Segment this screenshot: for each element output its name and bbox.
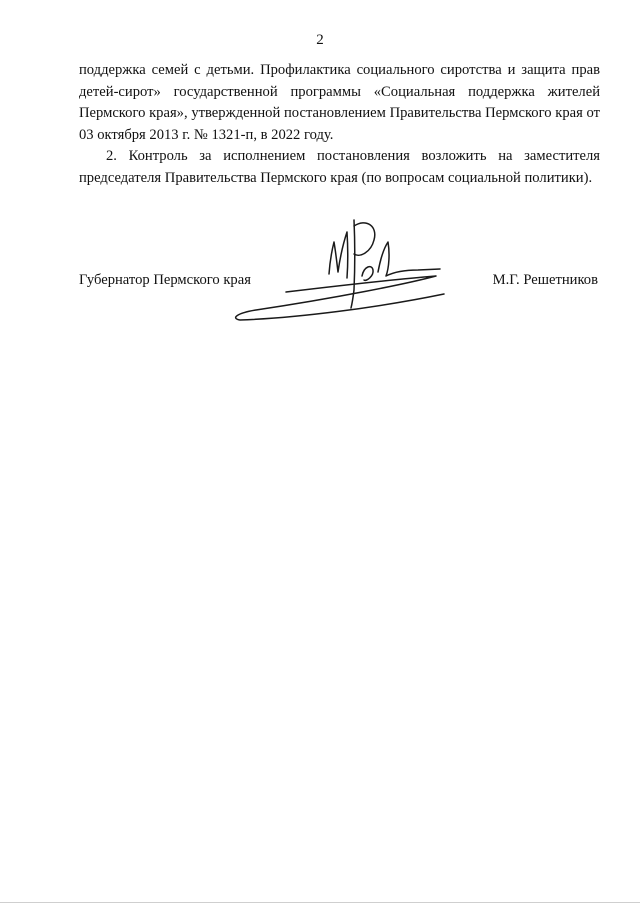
handwritten-signature bbox=[226, 212, 456, 324]
page-bottom-border bbox=[0, 902, 640, 903]
signatory-name: М.Г. Решетников bbox=[492, 272, 598, 288]
page-number: 2 bbox=[316, 32, 324, 48]
document-body bbox=[79, 60, 600, 190]
paragraph-1: поддержка семей с детьми. Профилактика социального сиротства и защита прав детей-сирот» государственной программы «Социальная поддержка жителей Пермского края», утвержденной постановлением Правительства Пермского края от 03 октября 2013 г. № 1321-п, в 2022 году. bbox=[79, 62, 600, 143]
signature-block bbox=[79, 272, 600, 296]
signatory-title: Губернатор Пермского края bbox=[79, 272, 251, 288]
paragraph-2: 2. Контроль за исполнением постановления возложить на заместителя председателя Правительства Пермского края (по вопросам социальной политики). bbox=[79, 148, 600, 186]
